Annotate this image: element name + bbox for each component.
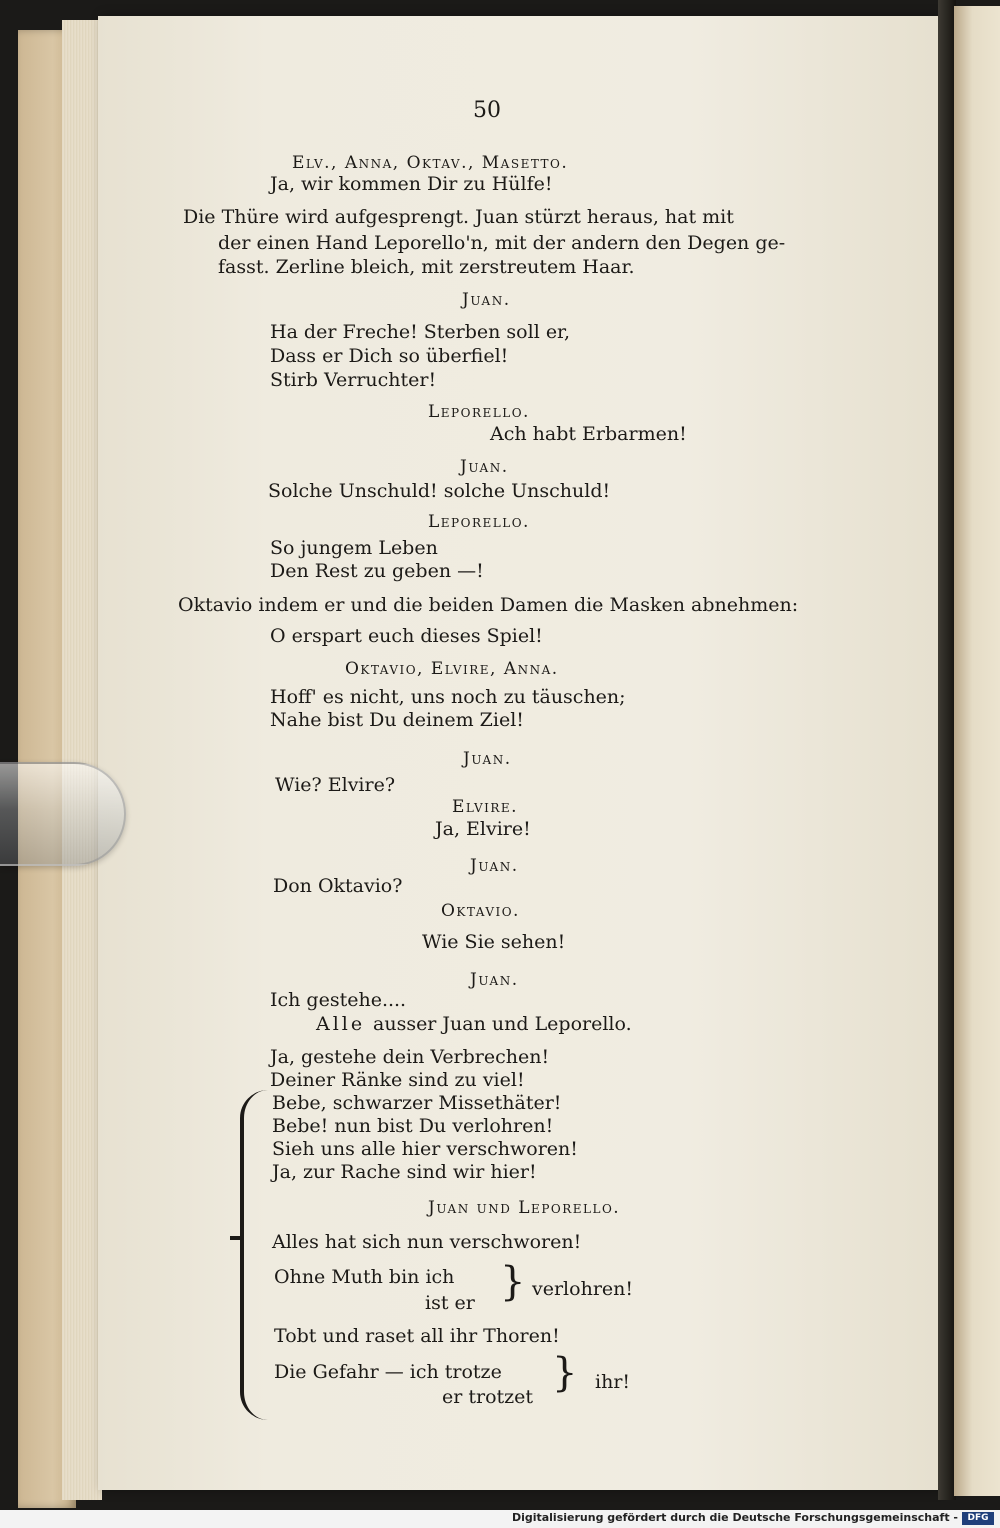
page-number: 50 xyxy=(473,98,501,123)
verse-line: Ja, zur Rache sind wir hier! xyxy=(272,1161,537,1183)
verse-line: So jungem Leben xyxy=(270,537,438,559)
verse-line: verlohren! xyxy=(532,1278,634,1300)
brace-large xyxy=(240,1090,268,1420)
verse-line: Dass er Dich so überfiel! xyxy=(270,345,509,367)
verse-line: Bebe! nun bist Du verlohren! xyxy=(272,1115,554,1137)
verse-line: Wie Sie sehen! xyxy=(422,931,566,953)
speaker-heading: Elv., Anna, Oktav., Masetto. xyxy=(292,153,569,173)
speaker-heading: Juan. xyxy=(463,749,512,769)
verse-line: Den Rest zu geben —! xyxy=(270,560,484,582)
verse-line: Tobt und raset all ihr Thoren! xyxy=(274,1325,560,1347)
speaker-heading-note: ausser Juan und Leporello. xyxy=(373,1013,632,1035)
speaker-heading: Oktavio, Elvire, Anna. xyxy=(345,659,559,679)
verse-line: Nahe bist Du deinem Ziel! xyxy=(270,709,524,731)
verse-line: Sieh uns alle hier verschworen! xyxy=(272,1138,578,1160)
speaker-heading: Juan. xyxy=(470,856,519,876)
page-clip xyxy=(0,762,126,866)
verse-line: Wie? Elvire? xyxy=(275,774,396,796)
verse-line: Don Oktavio? xyxy=(273,875,403,897)
verse-line: Ohne Muth bin ich xyxy=(274,1266,455,1288)
brace-small: } xyxy=(500,1259,526,1305)
verse-line: er trotzet xyxy=(442,1386,534,1408)
stage-direction: der einen Hand Leporello'n, mit der andern den Degen ge- xyxy=(218,232,786,254)
verse-line: Solche Unschuld! solche Unschuld! xyxy=(268,480,611,502)
speaker-heading: Juan. xyxy=(462,290,511,310)
verse-line: Ach habt Erbarmen! xyxy=(490,423,687,445)
verse-line: Ha der Freche! Sterben soll er, xyxy=(270,321,571,343)
verse-line: Ja, wir kommen Dir zu Hülfe! xyxy=(270,173,553,195)
verse-line: Ich gestehe.... xyxy=(270,989,407,1011)
page-stack-edge xyxy=(62,20,102,1500)
verse-line: Ja, Elvire! xyxy=(435,818,531,840)
dfg-logo: DFG xyxy=(962,1512,994,1525)
brace-small: } xyxy=(552,1350,578,1396)
verse-line: Hoff' es nicht, uns noch zu täuschen; xyxy=(270,686,626,708)
speaker-heading: Juan. xyxy=(460,457,509,477)
speaker-heading: Juan und Leporello. xyxy=(428,1198,621,1218)
speaker-heading: Oktavio. xyxy=(441,901,520,921)
stage-direction: Die Thüre wird aufgesprengt. Juan stürzt heraus, hat mit xyxy=(183,206,734,228)
brace-large-tip xyxy=(230,1236,244,1240)
verse-line: Deiner Ränke sind zu viel! xyxy=(270,1069,525,1091)
verse-line: Ja, gestehe dein Verbrechen! xyxy=(270,1046,550,1068)
verse-line: Alles hat sich nun verschworen! xyxy=(272,1231,582,1253)
verse-line: Bebe, schwarzer Missethäter! xyxy=(272,1092,562,1114)
verse-line: Stirb Verruchter! xyxy=(270,369,437,391)
facing-page-edge xyxy=(954,6,1000,1496)
verse-line: O erspart euch dieses Spiel! xyxy=(270,625,543,647)
verse-line: ist er xyxy=(425,1292,475,1314)
footer-credit: Digitalisierung gefördert durch die Deutsche Forschungsgemeinschaft - xyxy=(511,1511,958,1524)
stage-direction: fasst. Zerline bleich, mit zerstreutem Haar. xyxy=(218,256,635,278)
verse-line: ihr! xyxy=(595,1371,631,1393)
speaker-heading: Elvire. xyxy=(452,797,519,817)
speaker-heading: Leporello. xyxy=(428,512,530,532)
verse-line: Die Gefahr — ich trotze xyxy=(274,1361,502,1383)
speaker-heading-spaced: Alle xyxy=(316,1013,366,1035)
stage-direction: Oktavio indem er und die beiden Damen die Masken abnehmen: xyxy=(178,594,799,616)
speaker-heading: Juan. xyxy=(470,970,519,990)
speaker-heading: Leporello. xyxy=(428,402,530,422)
